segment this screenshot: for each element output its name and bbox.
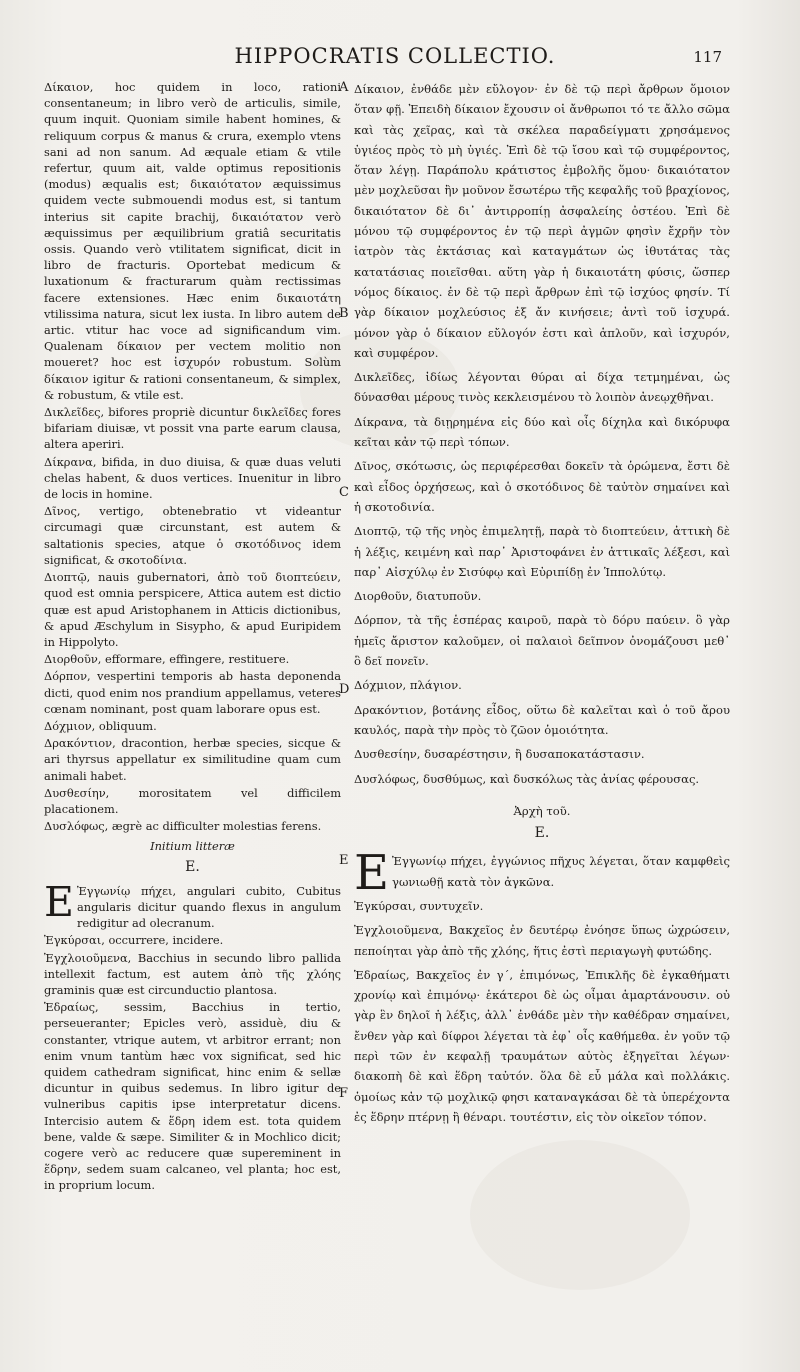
entry-dorpon-greek: Δόρπον, τὰ τῆς ἑσπέρας καιροῦ, παρὰ τὸ δόρυ παύειν. ὃ γὰρ ἡμεῖς ἄριστον καλοῦμεν, οἱ παλαιοὶ δεῖπνον ὀνομάζουσι μεθ᾽ ὃ δεῖ πονεῖν. [354, 613, 730, 669]
entry-dyslophos-greek: Δυσλόφως, δυσθύμως, καὶ δυσκόλως τὰς ἀνίας φέρουσας. [354, 771, 700, 786]
marginal-letter-c: C [339, 485, 349, 500]
entry-diorthoun-greek: Διορθοῦν, διατυποῦν. [354, 589, 482, 604]
entry-diopto-greek: Διοπτῷ, τῷ τῆς νηὸς ἐπιμελητῇ, παρὰ τὸ διοπτεύειν, ἀττικὴ δὲ ἡ λέξις, κειμένη καὶ παρ᾽ Ἀριστοφάνει ἐν ἀττικαῖς λέξεσι, καὶ παρ᾽ Αἰσχύλῳ ἐν Σισύφῳ καὶ Εὐριπίδῃ ἐν Ἱππολύτῳ. [354, 524, 730, 579]
marginal-letter-f: F [339, 1086, 349, 1101]
entry-engonio-greek-text: Ἐγγωνίῳ πήχει, ἐγγώνιος πῆχυς λέγεται, ὅταν καμφθεὶς γωνιωθῇ κατὰ τὸν ἀγκῶνα. [392, 854, 730, 889]
entry-dikrana-latin: Δίκρανα, bifida, in duo diuisa, & quæ duas veluti chelas habent, & duos vertices. Inuenitur in libro de locis in homine. [44, 454, 341, 502]
entry-enchloioumena-latin: Ἐγχλοιοῦμενα, Bacchius in secundo libro pallida intellexit factum, est autem ἀπὸ τῆς χλόης graminis quæ est circunductio plantosa. [44, 950, 341, 997]
page-number: 117 [693, 48, 722, 66]
marginal-letter-e: E [339, 853, 349, 868]
entry-dysthesien-latin: Δυσθεσίην, morositatem vel difficilem placationem. [44, 785, 341, 816]
section-caption-greek: Ἀρχὴ τοῦ. [513, 803, 571, 818]
entry-dikaion-greek: Δίκαιον, ἐνθάδε μὲν εὔλογον· ἐν δὲ τῷ περὶ ἄρθρων ὅμοιον ὅταν φῇ. Ἐπειδὴ δίκαιον ἔχουσιν οἱ ἄνθρωποι τό τε ἄλλο σῶμα καὶ τὰς χεῖρας, καὶ τὰ σκέλεα παραδείγματι χρησάμενος ὑγιέος πρὸς τὸ μὴ ὑγιές. Ἐπὶ δὲ τῷ ἴσου καὶ τῷ συμφέροντος, ὅταν λέγῃ. Παράπολυ κράτιστος ἐμβολῆς ὅμου· δικαιότατον μὲν μοχλεῦσαι ἢν μοῦνον ἔσωτέρω τῆς κεφαλῆς τοῦ βραχίονος, δικαιότατον δὲ δι᾽ ἀντιρροπίῃ ἀσφαλείης ὀστέου. Ἐπὶ δὲ μόνου τῷ συμφέροντος ἐν τῷ περὶ ἀγμῶν φησὶν ἔχρῆν τὸν ἰατρὸν τὰς ἐκτάσιας καὶ καταγμάτων ὡς ἰθυτάτας τὰς κατατάσιας ποιεῖσθαι. αὕτη γὰρ ἡ δικαιοτάτη φύσις, ὥσπερ νόμος δίκαιος. ἐν δὲ τῷ περὶ ἄρθρων ἐπὶ τῷ ἰσχύος φησίν. Τί γὰρ δίκαιον μοχλεύσιος ἐξ ἄν κινήσειε; ἀντὶ τοῦ ἰσχυρά. μόνον γὰρ ὁ δίκαιον εὔλογόν ἐστι καὶ ἁπλοῦν, καὶ ἰσχυρόν, καὶ συμφέρον. [354, 82, 730, 360]
entry-enchloioumena-greek: Ἐγχλοιοῦμενα, Βακχεῖος ἐν δευτέρῳ ἐνόησε ὕπως ὠχρώσειν, πεποίηται γὰρ ἀπὸ τῆς χλόης, ἥτις ἐστὶ περιαγωγὴ φυτώδης. [354, 923, 730, 958]
latin-column [44, 79, 341, 1195]
drop-cap-letter: E [44, 877, 74, 926]
entry-enkyrsai-latin: Ἐγκύρσαι, occurrere, incidere. [44, 933, 224, 948]
entry-hedraios-latin: Ἑδραίως, sessim, Bacchius in tertio, perseueranter; Epicles verò, assiduè, diu & constanter, vtrique autem, vt arbitror errant; non enim vnum tantùm hæc vox significat, sed hic quidem cathedram significat, hinc enim & sellæ dicuntur in quibus sedemus. In libro igitur de vulneribus capitis ipse interpretatur dicens. Intercisio autem & ἕδρη idem est. tota quidem bene, valde & sæpe. Similiter & in Mochlico dicit; cogere verò ac reducere quæ supereminent in ἕδρην, sedem suam calcaneo, vel planta; hoc est, in proprium locum. [44, 1000, 341, 1193]
drop-cap-letter: E [354, 845, 390, 902]
entry-engonio-latin [44, 877, 341, 932]
marginal-letter-d: D [339, 682, 350, 697]
section-letter-greek: E. [534, 825, 550, 842]
entry-diklides-greek: Δικλεῖδες, ἰδίως λέγονται θύραι αἱ δίχα τετμημέναι, ὡς δύνασθαι μέρους τινὸς κεκλεισμένου τὸ λοιπὸν ἀνεῳχθῆναι. [354, 370, 730, 405]
entry-engonio-text: Ἐγγωνίῳ πήχει, angulari cubito, Cubitus angularis dicitur quando flexus in angulum redigitur ad olecranum. [76, 883, 341, 931]
section-letter-latin: E. [185, 858, 200, 875]
entry-hedraios-greek: Ἑδραίως, Βακχεῖος ἐν γ΄, ἐπιμόνως, Ἐπικλῆς δὲ ἐγκαθήματι χρονίῳ καὶ ἐπιμόνῳ· ἑκάτεροι δὲ ὡς οἶμαι ἁμαρτάνουσιν. οὐ γὰρ ἓν δηλοῖ ἡ λέξις, ἀλλ᾽ ἐνθάδε μὲν τὴν καθέδραν σημαίνει, ἔνθεν γὰρ καὶ δίφροι λέγεται τὰ ἐφ᾽ οἷς καθήμεθα. ἐν γοῦν τῷ περὶ τῶν ἐν κεφαλῇ τραυμάτων αὐτὸς ἐξηγεῖται λέγων· διακοπὴ δὲ καὶ ἕδρη ταὐτόν. ὅλα δὲ εὖ μάλα καὶ πολλάκις. ὁμοίως κἀν τῷ μοχλικῷ φησι καταναγκάσαι δὲ τὰ ὑπερέχοντα ἐς ἕδρην πτέρνῃ ἢ θέναρι. τουτέστιν, εἰς τὸν οἰκεῖον τόπον. [354, 967, 730, 1124]
greek-column [354, 79, 730, 1131]
entry-drakontion-latin: Δρακόντιον, dracontion, herbæ species, sicque & ari thyrsus appellatur ex similitudine quam cum animali habet. [44, 736, 341, 783]
entry-dinos-latin: Δῖνος, vertigo, obtenebratio vt videantur circumagi quæ circunstant, est autem & saltationis species, atque ὁ σκοτόδινος idem significat, & σκοτοδίνια. [44, 504, 341, 567]
entry-dikrana-greek: Δίκρανα, τὰ διῃρημένα εἰς δύο καὶ οἷς δίχηλα καὶ δικόρυφα κεῖται κἀν τῷ περὶ τόπων. [354, 414, 730, 450]
entry-drakontion-greek: Δρακόντιον, βοτάνης εἶδος, οὕτω δὲ καλεῖται καὶ ὁ τοῦ ἄρου καυλός, παρὰ τὴν πρὸς τὸ ζῶον ὁμοιότητα. [354, 702, 730, 737]
running-title: HIPPOCRATIS COLLECTIO. [234, 44, 556, 68]
entry-diklides-latin: Δικλεῖδες, bifores propriè dicuntur δικλεῖδες fores bifariam diuisæ, vt possit vna parte earum clausa, altera aperiri. [44, 405, 341, 452]
entry-dyslophos-latin: Δυσλόφως, ægrè ac difficulter molestias ferens. [44, 819, 322, 834]
entry-dorpon-latin: Δόρπον, vespertini temporis ab hasta deponenda dicti, quod enim nos prandium appellamus, veteres cœnam nominant, post quam laborare opus est. [44, 669, 341, 716]
entry-dysthesien-greek: Δυσθεσίην, δυσαρέστησιν, ἢ δυσαποκατάστασιν. [354, 747, 645, 762]
entry-dochmion-latin: Δόχμιον, obliquum. [44, 718, 157, 733]
paper-stain [470, 1140, 690, 1290]
entry-dinos-greek: Δῖνος, σκότωσις, ὡς περιφέρεσθαι δοκεῖν τὰ ὁρώμενα, ἔστι δὲ καὶ εἶδος ὀρχήσεως, καὶ ὁ σκοτόδινος δὲ ταὐτὸν σημαίνει καὶ ἡ σκοτοδινία. [354, 459, 730, 514]
entry-enkyrsai-greek: Ἐγκύρσαι, συντυχεῖν. [354, 898, 484, 913]
entry-diopto-latin: Διοπτῷ, nauis gubernatori, ἀπὸ τοῦ διοπτεύειν, quod est omnia perspicere, Attica autem est dictio quæ est apud Aristophanem in Atticis dictionibus, & apud Æschylum in Sisypho, & apud Euripidem in Hippolyto. [44, 570, 341, 649]
section-caption-latin: Initium litteræ [150, 839, 235, 854]
entry-engonio-greek [354, 845, 730, 902]
entry-diorthoun-latin: Διορθοῦν, efformare, effingere, restituere. [44, 652, 290, 667]
entry-dikaion-latin: Δίκαιον, hoc quidem in loco, rationi consentaneum; in libro verò de articulis, simile, quum inquit. Quoniam simile habent homines, & reliquum corpus & manus & crura, exemplo vtens sani ad non sanum. Ad æquale etiam & vtile refertur, quum ait, valde optimus repositionis (modus) æqualis est; δικαιότατον æquissimus quidem vecte submouendi modus est, si tantum interius sit capite brachij, δικαιότατον verò æquissimus per æquilibrium gratiâ securitatis ossis. Quando verò vtilitatem significat, dicit in libro de fracturis. Oportebat medicum & luxationum & fracturarum quàm rectissimas facere extensiones. Hæc enim δικαιοτάτη vtilissima natura, sicut lex iusta. In libro autem de artic. vtitur hac voce ad significandum vim. Qualenam δίκαιον per vectem molitio non moueret? hoc est ἰσχυρόν robustum. Solùm δίκαιον igitur & rationi consentaneum, & simplex, & robustum, & vtile est. [44, 80, 341, 402]
entry-dochmion-greek: Δόχμιον, πλάγιον. [354, 678, 462, 693]
marginal-letter-b: B [339, 306, 349, 321]
marginal-letter-a: A [339, 80, 349, 95]
